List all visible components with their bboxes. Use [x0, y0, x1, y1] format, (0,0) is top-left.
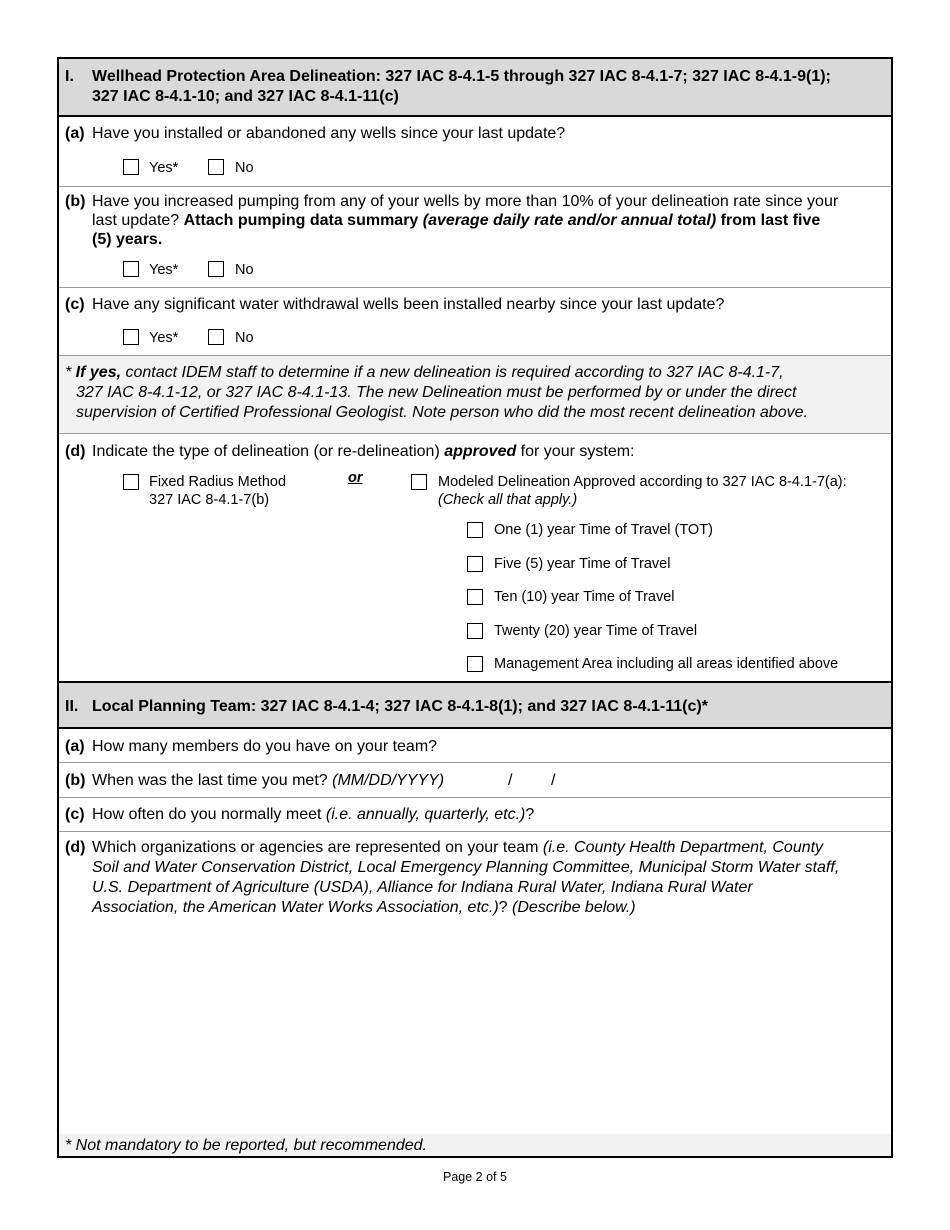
tot-5-year-label: Five (5) year Time of Travel	[494, 556, 671, 572]
question-1c-no-label: No	[235, 330, 254, 346]
question-1b-label: (b)	[65, 193, 86, 210]
question-1b-text-line2	[92, 211, 820, 231]
question-2c-text-main: How often do you normally meet	[92, 806, 326, 823]
section-2-number: II.	[65, 698, 79, 715]
fixed-radius-citation: 327 IAC 8-4.1-7(b)	[149, 492, 270, 508]
note-line1	[65, 363, 784, 383]
section-2-header	[59, 683, 891, 729]
question-1c	[59, 288, 891, 356]
or-separator: or	[348, 470, 363, 486]
tot-20-year-label: Twenty (20) year Time of Travel	[494, 623, 698, 639]
question-1b-yes-label: Yes*	[149, 262, 179, 278]
management-area-label: Management Area including all areas identified above	[494, 656, 839, 672]
question-2a-text: How many members do you have on your team?	[92, 738, 438, 755]
question-2d-label: (d)	[65, 839, 86, 856]
section-1-title-line2: 327 IAC 8-4.1-10; and 327 IAC 8-4.1-11(c)	[92, 88, 399, 105]
question-1b-text-line1: Have you increased pumping from any of your wells by more than 10% of your delineation rate since your	[92, 193, 839, 210]
section-2-title: Local Planning Team: 327 IAC 8-4.1-4; 327 IAC 8-4.1-8(1); and 327 IAC 8-4.1-11(c)*	[92, 698, 708, 715]
question-1c-yes-checkbox[interactable]	[123, 329, 139, 345]
question-1b-yes-checkbox[interactable]	[123, 261, 139, 277]
question-2c	[59, 798, 891, 832]
question-1d-text-a: Indicate the type of delineation (or re-delineation)	[92, 443, 445, 460]
question-2d-line4	[92, 898, 636, 918]
question-1b-no-checkbox[interactable]	[208, 261, 224, 277]
question-2b-date-format: (MM/DD/YYYY)	[332, 772, 445, 789]
question-2d-line2: Soil and Water Conservation District, Local Emergency Planning Committee, Municipal Storm Water staff,	[92, 859, 840, 876]
question-2d-line4a: Association, the American Water Works Association, etc.)	[92, 899, 499, 916]
section-1-number: I.	[65, 68, 74, 85]
note-star: *	[65, 364, 76, 381]
question-1d-text-approved: approved	[444, 443, 517, 460]
question-1d-label: (d)	[65, 443, 86, 460]
question-1b-text-2b: Attach pumping data summary	[183, 212, 423, 229]
question-2b-text-main: When was the last time you met?	[92, 772, 333, 789]
footnote-row	[59, 1134, 891, 1156]
question-1c-label: (c)	[65, 296, 85, 313]
question-1a	[59, 117, 891, 187]
question-1d-text	[92, 442, 634, 462]
question-2d-line4c: (Describe below.)	[512, 899, 636, 916]
tot-10-year-checkbox[interactable]	[467, 589, 483, 605]
note-line2: 327 IAC 8-4.1-12, or 327 IAC 8-4.1-13. The new Delineation must be performed by or under the direct	[76, 384, 797, 401]
question-1b-text-2c: (average daily rate and/or annual total)	[422, 212, 717, 229]
note-line1-text: contact IDEM staff to determine if a new delineation is required according to 327 IAC 8-4.1-7,	[121, 364, 784, 381]
tot-5-year-checkbox[interactable]	[467, 556, 483, 572]
note-bold: If yes,	[75, 364, 122, 381]
tot-1-year-checkbox[interactable]	[467, 522, 483, 538]
question-1a-no-label: No	[235, 160, 254, 176]
question-1d	[59, 434, 891, 683]
modeled-delineation-label: Modeled Delineation Approved according to 327 IAC 8-4.1-7(a):	[438, 474, 847, 490]
question-2d-line1	[92, 838, 823, 858]
question-1b-text-2a: last update?	[92, 212, 184, 229]
section-1-title-line1: Wellhead Protection Area Delineation: 327 IAC 8-4.1-5 through 327 IAC 8-4.1-7; 327 IAC 8-4.1-9(1);	[92, 68, 831, 85]
question-2b-label: (b)	[65, 772, 86, 789]
question-1d-text-c: for your system:	[516, 443, 635, 460]
fixed-radius-checkbox[interactable]	[123, 474, 139, 490]
question-2c-text-italic: (i.e. annually, quarterly, etc.)	[325, 806, 526, 823]
question-2a	[59, 729, 891, 763]
tot-1-year-label: One (1) year Time of Travel (TOT)	[494, 522, 713, 538]
question-1c-text: Have any significant water withdrawal wells been installed nearby since your last update?	[92, 296, 725, 313]
question-2d-line1b: (i.e. County Health Department, County	[542, 839, 824, 856]
question-1a-label: (a)	[65, 125, 85, 142]
management-area-checkbox[interactable]	[467, 656, 483, 672]
question-1c-no-checkbox[interactable]	[208, 329, 224, 345]
question-2c-label: (c)	[65, 806, 85, 823]
modeled-delineation-checkbox[interactable]	[411, 474, 427, 490]
organizations-answer-area[interactable]	[92, 927, 882, 1127]
tot-10-year-label: Ten (10) year Time of Travel	[494, 589, 675, 605]
note-line3: supervision of Certified Professional Geologist. Note person who did the most recent delineation above.	[76, 404, 808, 421]
question-2d-line4b: ?	[498, 899, 513, 916]
footnote: * Not mandatory to be reported, but recommended.	[65, 1137, 427, 1154]
if-yes-note	[59, 356, 891, 434]
date-slash-2: /	[551, 772, 556, 789]
section-1-header	[59, 59, 891, 117]
question-2c-text-end: ?	[525, 806, 535, 823]
modeled-delineation-note: (Check all that apply.)	[438, 492, 578, 508]
question-1a-no-checkbox[interactable]	[208, 159, 224, 175]
page-number: Page 2 of 5	[443, 1170, 507, 1184]
question-2d-line3: U.S. Department of Agriculture (USDA), Alliance for Indiana Rural Water, Indiana Rural Water	[92, 879, 753, 896]
question-2b-text	[92, 771, 444, 791]
question-1b-no-label: No	[235, 262, 254, 278]
question-1b-text-line3: (5) years.	[92, 231, 163, 248]
question-1b-text-2d: from last five	[716, 212, 821, 229]
question-1c-yes-label: Yes*	[149, 330, 179, 346]
question-2b	[59, 763, 891, 798]
question-1a-text: Have you installed or abandoned any wells since your last update?	[92, 125, 566, 142]
form-frame	[57, 57, 893, 1158]
question-2d	[59, 832, 891, 1134]
question-2a-label: (a)	[65, 738, 85, 755]
question-1a-yes-checkbox[interactable]	[123, 159, 139, 175]
question-2c-text	[92, 805, 534, 825]
fixed-radius-label: Fixed Radius Method	[149, 474, 287, 490]
tot-20-year-checkbox[interactable]	[467, 623, 483, 639]
question-1b	[59, 187, 891, 288]
date-slash-1: /	[508, 772, 513, 789]
question-2d-line1a: Which organizations or agencies are represented on your team	[92, 839, 543, 856]
question-1a-yes-label: Yes*	[149, 160, 179, 176]
